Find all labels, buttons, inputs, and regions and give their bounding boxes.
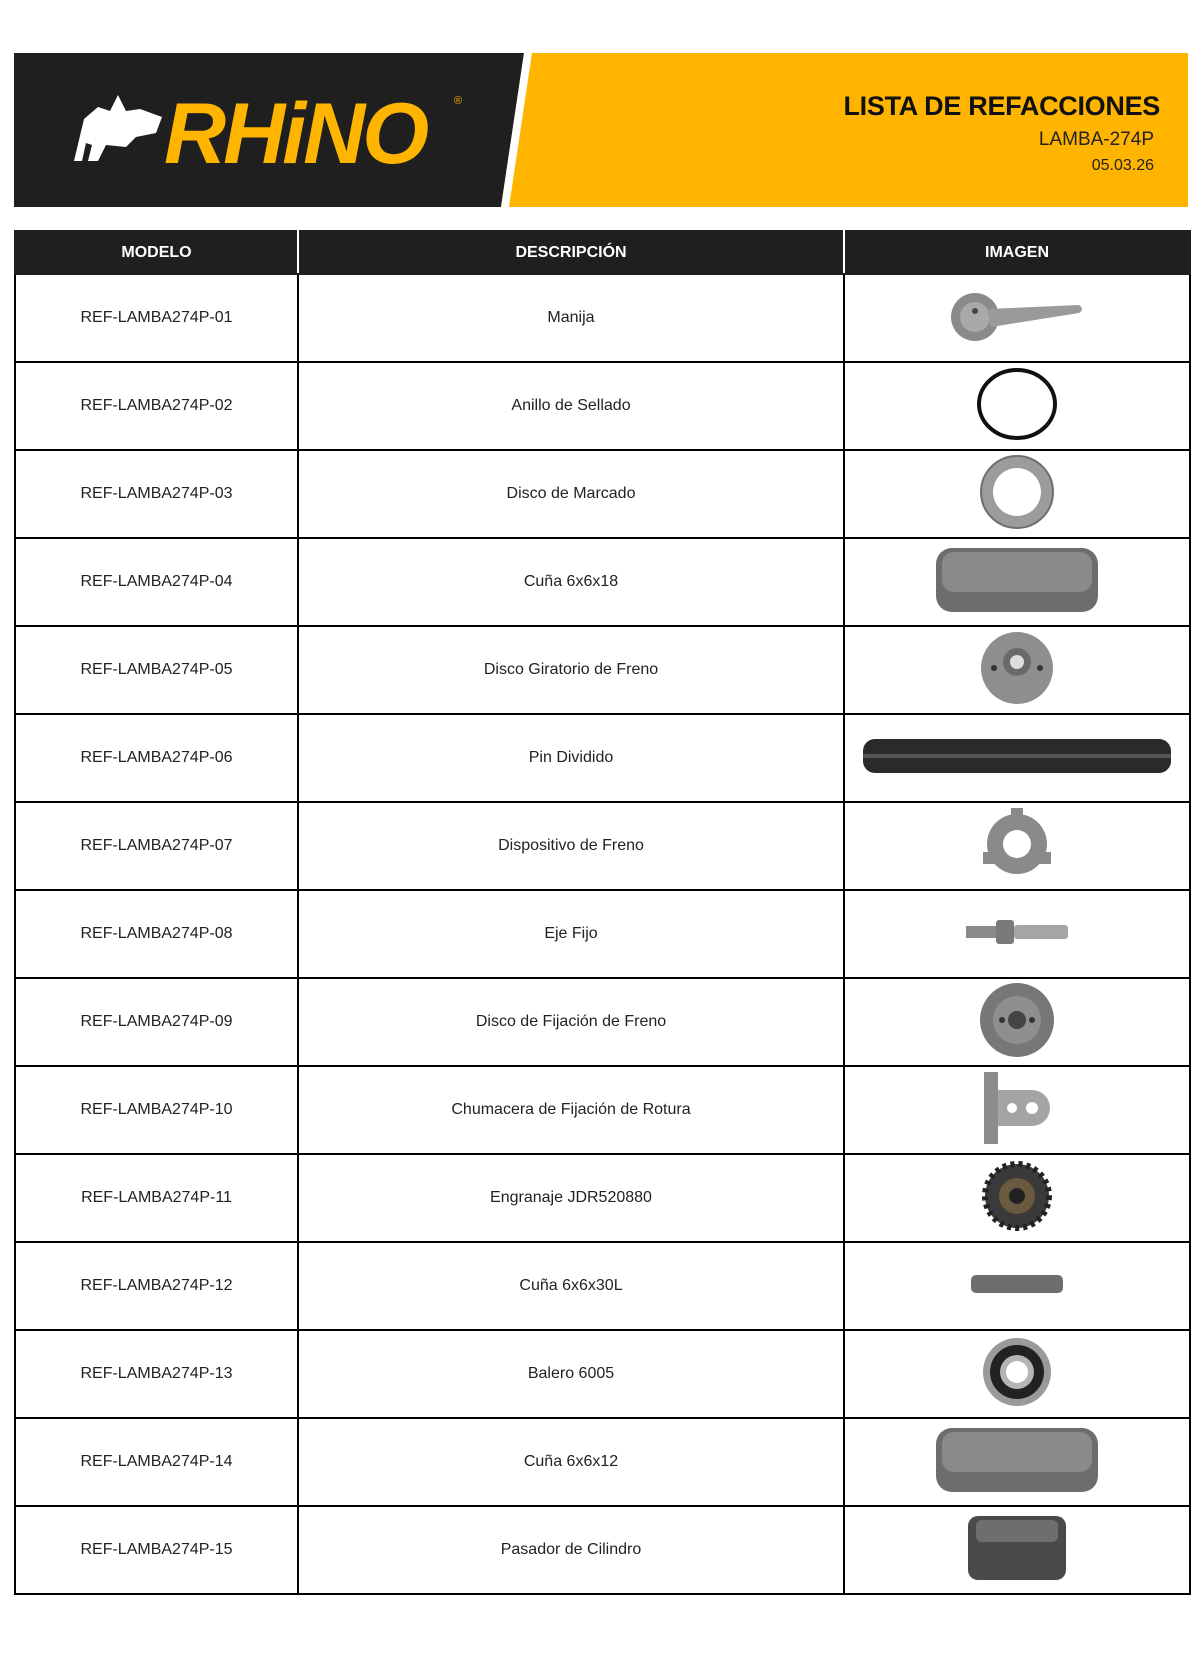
cell-modelo: REF-LAMBA274P-14: [15, 1418, 298, 1506]
o-ring-icon: [845, 364, 1189, 449]
cell-descripcion: Balero 6005: [298, 1330, 844, 1418]
table-row: [15, 714, 1190, 802]
cell-imagen: [844, 1330, 1190, 1418]
ball-bearing-icon: [845, 1332, 1189, 1417]
cell-imagen: [844, 802, 1190, 890]
cell-imagen: [844, 274, 1190, 362]
cell-imagen: [844, 714, 1190, 802]
cell-descripcion: Cuña 6x6x18: [298, 538, 844, 626]
table-row: [15, 890, 1190, 978]
parts-table: [14, 230, 1191, 1595]
marking-disc-icon: [845, 452, 1189, 537]
cell-imagen: [844, 626, 1190, 714]
table-row: [15, 1418, 1190, 1506]
table-row: [15, 362, 1190, 450]
fixed-shaft-icon: [845, 912, 1189, 957]
cell-descripcion: Disco de Fijación de Freno: [298, 978, 844, 1066]
header-modelo: MODELO: [15, 231, 298, 274]
table-row: [15, 538, 1190, 626]
table-row: [15, 1154, 1190, 1242]
handle-icon: [845, 281, 1189, 356]
table-row: [15, 450, 1190, 538]
gear-icon: [845, 1156, 1189, 1241]
table-row: [15, 802, 1190, 890]
cell-descripcion: Dispositivo de Freno: [298, 802, 844, 890]
cell-descripcion: Pasador de Cilindro: [298, 1506, 844, 1594]
model-code: LAMBA-274P: [1038, 129, 1154, 150]
cell-imagen: [844, 450, 1190, 538]
cell-descripcion: Cuña 6x6x12: [298, 1418, 844, 1506]
cell-descripcion: Eje Fijo: [298, 890, 844, 978]
cell-descripcion: Cuña 6x6x30L: [298, 1242, 844, 1330]
cell-modelo: REF-LAMBA274P-03: [15, 450, 298, 538]
cell-imagen: [844, 978, 1190, 1066]
cell-modelo: REF-LAMBA274P-11: [15, 1154, 298, 1242]
cell-modelo: REF-LAMBA274P-13: [15, 1330, 298, 1418]
table-row: [15, 978, 1190, 1066]
table-row: [15, 626, 1190, 714]
cell-modelo: REF-LAMBA274P-08: [15, 890, 298, 978]
brake-fixing-disc-icon: [845, 980, 1189, 1065]
table-header-row: [15, 231, 1190, 274]
cell-modelo: REF-LAMBA274P-09: [15, 978, 298, 1066]
cylinder-pin-icon: [845, 1510, 1189, 1591]
cell-modelo: REF-LAMBA274P-05: [15, 626, 298, 714]
cell-modelo: REF-LAMBA274P-10: [15, 1066, 298, 1154]
registered-mark: ®: [454, 95, 463, 107]
cell-imagen: [844, 1418, 1190, 1506]
cell-imagen: [844, 538, 1190, 626]
rhino-head-icon: [66, 89, 166, 179]
table-row: [15, 274, 1190, 362]
cell-modelo: REF-LAMBA274P-12: [15, 1242, 298, 1330]
cell-descripcion: Chumacera de Fijación de Rotura: [298, 1066, 844, 1154]
document-title: LISTA DE REFACCIONES: [843, 91, 1160, 121]
brake-device-icon: [845, 804, 1189, 889]
small-key-icon: [845, 1269, 1189, 1304]
cell-imagen: [844, 1506, 1190, 1594]
cell-modelo: REF-LAMBA274P-02: [15, 362, 298, 450]
cell-descripcion: Manija: [298, 274, 844, 362]
cell-modelo: REF-LAMBA274P-01: [15, 274, 298, 362]
split-pin-icon: [845, 731, 1189, 786]
cell-descripcion: Engranaje JDR520880: [298, 1154, 844, 1242]
cell-imagen: [844, 362, 1190, 450]
cell-descripcion: Anillo de Sellado: [298, 362, 844, 450]
cell-imagen: [844, 890, 1190, 978]
cell-descripcion: Pin Dividido: [298, 714, 844, 802]
key-block-icon: [845, 542, 1189, 623]
rhino-logo: [66, 86, 466, 182]
cell-modelo: REF-LAMBA274P-15: [15, 1506, 298, 1594]
document-date: 05.03.26: [1091, 157, 1154, 174]
cell-modelo: REF-LAMBA274P-04: [15, 538, 298, 626]
cell-modelo: REF-LAMBA274P-06: [15, 714, 298, 802]
brake-rotating-disc-icon: [845, 628, 1189, 713]
table-row: [15, 1242, 1190, 1330]
header-banner: [14, 53, 1188, 207]
header-imagen: IMAGEN: [844, 231, 1190, 274]
cell-descripcion: Disco de Marcado: [298, 450, 844, 538]
cell-modelo: REF-LAMBA274P-07: [15, 802, 298, 890]
header-descripcion: DESCRIPCIÓN: [298, 231, 844, 274]
table-row: [15, 1066, 1190, 1154]
key-block-icon: [845, 1422, 1189, 1503]
brand-wordmark: RHiNO: [164, 86, 427, 182]
cell-imagen: [844, 1154, 1190, 1242]
cell-imagen: [844, 1242, 1190, 1330]
cell-descripcion: Disco Giratorio de Freno: [298, 626, 844, 714]
bearing-bracket-icon: [845, 1068, 1189, 1153]
table-row: [15, 1330, 1190, 1418]
table-row: [15, 1506, 1190, 1594]
cell-imagen: [844, 1066, 1190, 1154]
